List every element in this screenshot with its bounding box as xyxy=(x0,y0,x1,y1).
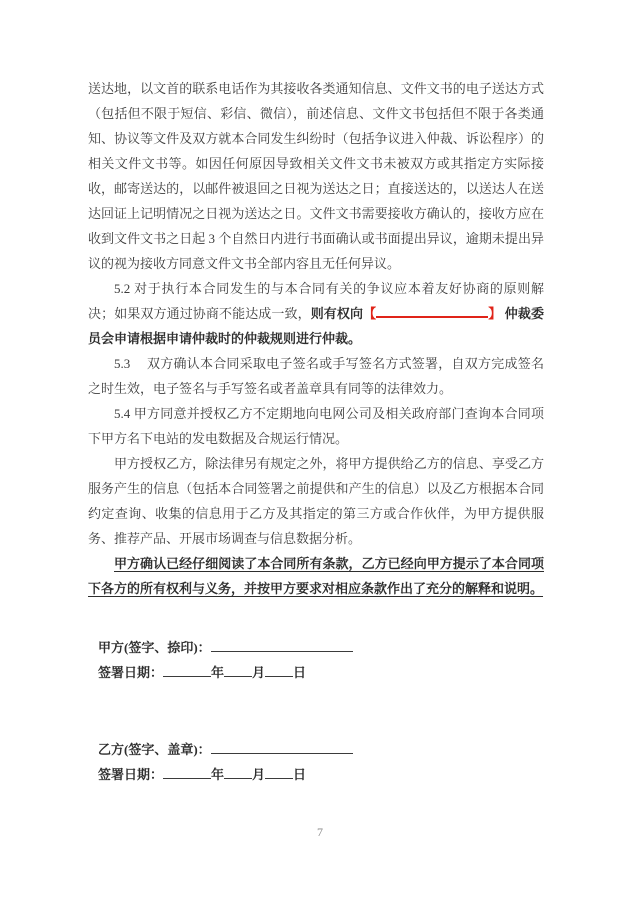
party-a-signature-block xyxy=(98,635,544,685)
party-a-day-blank xyxy=(265,664,293,677)
party-a-month-blank xyxy=(224,664,252,677)
party-b-label: 乙方(签字、盖章)： xyxy=(98,742,211,757)
paragraph-delivery-terms: 送达地，以文首的联系电话作为其接收各类通知信息、文件文书的电子送达方式（包括但不限于短信、彩信、微信），前述信息、文件文书包括但不限于各类通知、协议等文件及双方就本合同发生纠纷时（包括争议进入仲裁、诉讼程序）的相关文件文书等。如因任何原因导致相关文件文书未被双方或其指定方实际接收，邮寄送达的，以邮件被退回之日视为送达之日；直接送达的，以送达人在送达回证上记明情况之日视为送达之日。文件文书需要接收方确认的，接收方应在收到文件文书之日起 3 个自然日内进行书面确认或书面提出异议，逾期未提出异议的视为接收方同意文件文书全部内容且无任何异议。 xyxy=(88,81,544,271)
day-label: 日 xyxy=(293,767,307,782)
party-a-date-label: 签署日期： xyxy=(98,665,164,680)
party-a-label: 甲方(签字、捺印)： xyxy=(98,640,211,655)
party-a-signature-line xyxy=(98,635,544,660)
party-b-signature-block xyxy=(98,737,544,787)
party-a-signature-blank xyxy=(211,639,353,652)
party-b-date-label: 签署日期： xyxy=(98,767,164,782)
clause-5-2-bold-tail: 仲裁委员会申请根据申请仲裁时的仲裁规则进行仲裁。 xyxy=(88,306,544,346)
party-b-day-blank xyxy=(265,766,293,779)
year-label: 年 xyxy=(211,665,225,680)
paragraph-5-3-signing: 5.3 双方确认本合同采取电子签名或手写签名方式签署，自双方完成签名之时生效，电子签名与手写签名或者盖章具有同等的法律效力。 xyxy=(88,356,544,396)
paragraph-5-2-arbitration xyxy=(88,276,544,351)
month-label: 月 xyxy=(252,767,266,782)
paragraph-5-4-authorization: 5.4 甲方同意并授权乙方不定期地向电网公司及相关政府部门查询本合同项下甲方名下电站的发电数据及合规运行情况。 xyxy=(88,406,544,446)
party-b-date-line xyxy=(98,762,544,787)
year-label: 年 xyxy=(211,767,225,782)
day-label: 日 xyxy=(293,665,307,680)
party-b-month-blank xyxy=(224,766,252,779)
page-number: 7 xyxy=(317,825,323,839)
arbitration-bracket-close: 】 xyxy=(488,306,502,321)
signature-section xyxy=(98,635,544,787)
party-b-year-blank xyxy=(163,766,211,779)
arbitration-committee-blank xyxy=(376,304,488,318)
party-b-signature-line xyxy=(98,737,544,762)
clause-5-2-bold-lead: 则有权向 xyxy=(310,306,364,321)
party-a-year-blank xyxy=(163,664,211,677)
party-a-date-line xyxy=(98,660,544,685)
month-label: 月 xyxy=(252,665,266,680)
clause-5-2-text: 5.2 对于执行本合同发生的与本合同有关的争议应本着友好协商的原则解决；如果双方通过协商不能达成一致， xyxy=(88,281,544,321)
paragraph-data-usage: 甲方授权乙方，除法律另有规定之外，将甲方提供给乙方的信息、享受乙方服务产生的信息（包括本合同签署之前提供和产生的信息）以及乙方根据本合同约定查询、收集的信息用于乙方及其指定的第三方或合作伙伴，为甲方提供服务、推荐产品、开展市场调查与信息数据分析。 xyxy=(88,456,544,546)
party-b-signature-blank xyxy=(211,741,353,754)
arbitration-bracket-open: 【 xyxy=(363,306,377,321)
paragraph-confirmation-notice: 甲方确认已经仔细阅读了本合同所有条款，乙方已经向甲方提示了本合同项下各方的所有权利与义务，并按甲方要求对相应条款作出了充分的解释和说明。 xyxy=(88,556,544,596)
